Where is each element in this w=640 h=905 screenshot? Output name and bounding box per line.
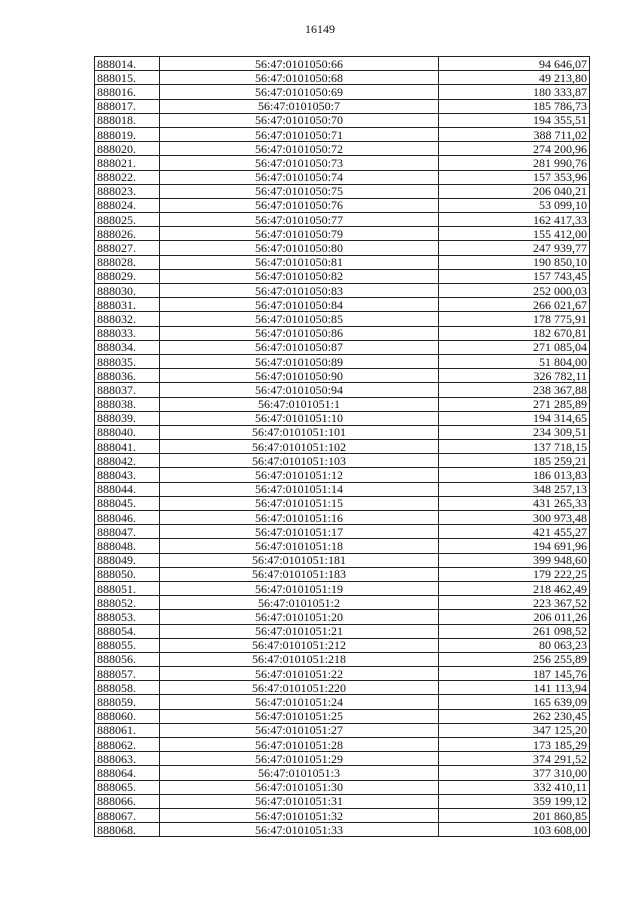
cadastral-number-cell: 56:47:0101051:17 [160, 525, 439, 539]
row-number-cell: 888017. [95, 99, 160, 113]
table-row [95, 610, 590, 624]
table-body [95, 57, 590, 837]
cadastral-number-cell: 56:47:0101050:75 [160, 184, 439, 198]
table-row [95, 738, 590, 752]
cadastral-number-cell: 56:47:0101050:94 [160, 383, 439, 397]
table-row [95, 525, 590, 539]
cadastral-number-cell: 56:47:0101050:83 [160, 284, 439, 298]
cadastral-number-cell: 56:47:0101051:27 [160, 723, 439, 737]
cadastral-number-cell: 56:47:0101051:3 [160, 766, 439, 780]
cadastral-value-cell: 399 948,60 [439, 553, 590, 567]
cadastral-number-cell: 56:47:0101051:102 [160, 440, 439, 454]
table-row [95, 723, 590, 737]
cadastral-value-table [94, 56, 590, 837]
row-number-cell: 888068. [95, 823, 160, 837]
cadastral-number-cell: 56:47:0101050:90 [160, 369, 439, 383]
row-number-cell: 888031. [95, 298, 160, 312]
cadastral-value-cell: 431 265,33 [439, 496, 590, 510]
cadastral-value-cell: 49 213,80 [439, 71, 590, 85]
cadastral-number-cell: 56:47:0101050:81 [160, 255, 439, 269]
row-number-cell: 888062. [95, 738, 160, 752]
cadastral-number-cell: 56:47:0101050:84 [160, 298, 439, 312]
cadastral-number-cell: 56:47:0101050:85 [160, 312, 439, 326]
table-row [95, 496, 590, 510]
table-row [95, 468, 590, 482]
table-row [95, 624, 590, 638]
row-number-cell: 888030. [95, 284, 160, 298]
cadastral-value-cell: 261 098,52 [439, 624, 590, 638]
cadastral-number-cell: 56:47:0101051:19 [160, 581, 439, 595]
cadastral-number-cell: 56:47:0101050:71 [160, 127, 439, 141]
row-number-cell: 888058. [95, 681, 160, 695]
cadastral-value-cell: 53 099,10 [439, 198, 590, 212]
table-row [95, 709, 590, 723]
cadastral-number-cell: 56:47:0101051:212 [160, 638, 439, 652]
cadastral-number-cell: 56:47:0101050:82 [160, 269, 439, 283]
cadastral-value-cell: 185 259,21 [439, 454, 590, 468]
table-row [95, 638, 590, 652]
row-number-cell: 888022. [95, 170, 160, 184]
cadastral-number-cell: 56:47:0101050:68 [160, 71, 439, 85]
cadastral-value-cell: 377 310,00 [439, 766, 590, 780]
cadastral-number-cell: 56:47:0101051:18 [160, 539, 439, 553]
row-number-cell: 888026. [95, 227, 160, 241]
cadastral-value-cell: 201 860,85 [439, 808, 590, 822]
table-row [95, 326, 590, 340]
cadastral-value-cell: 281 990,76 [439, 156, 590, 170]
row-number-cell: 888063. [95, 752, 160, 766]
row-number-cell: 888037. [95, 383, 160, 397]
cadastral-number-cell: 56:47:0101050:74 [160, 170, 439, 184]
cadastral-value-cell: 94 646,07 [439, 57, 590, 71]
table-row [95, 255, 590, 269]
cadastral-value-cell: 262 230,45 [439, 709, 590, 723]
cadastral-value-cell: 179 222,25 [439, 567, 590, 581]
row-number-cell: 888023. [95, 184, 160, 198]
table-row [95, 553, 590, 567]
cadastral-value-cell: 137 718,15 [439, 440, 590, 454]
cadastral-value-cell: 266 021,67 [439, 298, 590, 312]
cadastral-value-cell: 103 608,00 [439, 823, 590, 837]
row-number-cell: 888041. [95, 440, 160, 454]
cadastral-number-cell: 56:47:0101050:86 [160, 326, 439, 340]
row-number-cell: 888039. [95, 411, 160, 425]
cadastral-value-cell: 247 939,77 [439, 241, 590, 255]
row-number-cell: 888024. [95, 198, 160, 212]
cadastral-value-cell: 162 417,33 [439, 213, 590, 227]
cadastral-value-cell: 234 309,51 [439, 425, 590, 439]
cadastral-value-cell: 206 040,21 [439, 184, 590, 198]
row-number-cell: 888016. [95, 85, 160, 99]
row-number-cell: 888033. [95, 326, 160, 340]
cadastral-value-cell: 51 804,00 [439, 354, 590, 368]
table-row [95, 539, 590, 553]
cadastral-number-cell: 56:47:0101051:22 [160, 667, 439, 681]
cadastral-value-cell: 359 199,12 [439, 794, 590, 808]
row-number-cell: 888042. [95, 454, 160, 468]
row-number-cell: 888032. [95, 312, 160, 326]
table-row [95, 397, 590, 411]
cadastral-number-cell: 56:47:0101051:30 [160, 780, 439, 794]
cadastral-value-cell: 194 691,96 [439, 539, 590, 553]
table-row [95, 227, 590, 241]
table-row [95, 57, 590, 71]
cadastral-value-cell: 186 013,83 [439, 468, 590, 482]
row-number-cell: 888035. [95, 354, 160, 368]
cadastral-value-cell: 274 200,96 [439, 142, 590, 156]
cadastral-number-cell: 56:47:0101051:12 [160, 468, 439, 482]
cadastral-value-cell: 348 257,13 [439, 482, 590, 496]
cadastral-value-cell: 178 775,91 [439, 312, 590, 326]
row-number-cell: 888050. [95, 567, 160, 581]
table-row [95, 383, 590, 397]
table-row [95, 667, 590, 681]
row-number-cell: 888040. [95, 425, 160, 439]
table-row [95, 198, 590, 212]
cadastral-number-cell: 56:47:0101051:181 [160, 553, 439, 567]
table-row [95, 511, 590, 525]
row-number-cell: 888029. [95, 269, 160, 283]
table-row [95, 581, 590, 595]
cadastral-value-cell: 180 333,87 [439, 85, 590, 99]
cadastral-value-cell: 194 314,65 [439, 411, 590, 425]
row-number-cell: 888020. [95, 142, 160, 156]
row-number-cell: 888014. [95, 57, 160, 71]
row-number-cell: 888059. [95, 695, 160, 709]
row-number-cell: 888045. [95, 496, 160, 510]
table-row [95, 284, 590, 298]
table-row [95, 241, 590, 255]
cadastral-value-cell: 421 455,27 [439, 525, 590, 539]
table-row [95, 269, 590, 283]
cadastral-value-cell: 374 291,52 [439, 752, 590, 766]
cadastral-value-cell: 187 145,76 [439, 667, 590, 681]
cadastral-number-cell: 56:47:0101050:79 [160, 227, 439, 241]
cadastral-number-cell: 56:47:0101051:21 [160, 624, 439, 638]
row-number-cell: 888054. [95, 624, 160, 638]
cadastral-number-cell: 56:47:0101051:15 [160, 496, 439, 510]
table-row [95, 170, 590, 184]
cadastral-value-cell: 252 000,03 [439, 284, 590, 298]
row-number-cell: 888047. [95, 525, 160, 539]
row-number-cell: 888067. [95, 808, 160, 822]
table-row [95, 752, 590, 766]
row-number-cell: 888061. [95, 723, 160, 737]
cadastral-number-cell: 56:47:0101050:69 [160, 85, 439, 99]
row-number-cell: 888060. [95, 709, 160, 723]
cadastral-number-cell: 56:47:0101050:76 [160, 198, 439, 212]
cadastral-value-cell: 194 355,51 [439, 113, 590, 127]
cadastral-value-cell: 326 782,11 [439, 369, 590, 383]
row-number-cell: 888015. [95, 71, 160, 85]
cadastral-number-cell: 56:47:0101051:183 [160, 567, 439, 581]
table-row [95, 823, 590, 837]
row-number-cell: 888051. [95, 581, 160, 595]
table-row [95, 354, 590, 368]
row-number-cell: 888025. [95, 213, 160, 227]
table-row [95, 85, 590, 99]
cadastral-value-cell: 155 412,00 [439, 227, 590, 241]
table-row [95, 312, 590, 326]
row-number-cell: 888028. [95, 255, 160, 269]
cadastral-number-cell: 56:47:0101051:10 [160, 411, 439, 425]
row-number-cell: 888038. [95, 397, 160, 411]
table-row [95, 695, 590, 709]
cadastral-number-cell: 56:47:0101051:28 [160, 738, 439, 752]
table-row [95, 596, 590, 610]
cadastral-number-cell: 56:47:0101051:25 [160, 709, 439, 723]
cadastral-value-cell: 141 113,94 [439, 681, 590, 695]
cadastral-value-cell: 271 285,89 [439, 397, 590, 411]
table-row [95, 298, 590, 312]
cadastral-number-cell: 56:47:0101051:1 [160, 397, 439, 411]
row-number-cell: 888044. [95, 482, 160, 496]
cadastral-value-cell: 223 367,52 [439, 596, 590, 610]
cadastral-number-cell: 56:47:0101050:87 [160, 340, 439, 354]
cadastral-value-cell: 173 185,29 [439, 738, 590, 752]
row-number-cell: 888021. [95, 156, 160, 170]
table-row [95, 113, 590, 127]
cadastral-value-cell: 157 353,96 [439, 170, 590, 184]
cadastral-number-cell: 56:47:0101051:103 [160, 454, 439, 468]
cadastral-value-cell: 182 670,81 [439, 326, 590, 340]
cadastral-number-cell: 56:47:0101050:77 [160, 213, 439, 227]
table-row [95, 454, 590, 468]
table-row [95, 808, 590, 822]
row-number-cell: 888048. [95, 539, 160, 553]
cadastral-value-cell: 238 367,88 [439, 383, 590, 397]
row-number-cell: 888053. [95, 610, 160, 624]
table-row [95, 425, 590, 439]
row-number-cell: 888052. [95, 596, 160, 610]
table-row [95, 156, 590, 170]
table-row [95, 411, 590, 425]
row-number-cell: 888049. [95, 553, 160, 567]
table-row [95, 794, 590, 808]
cadastral-value-cell: 300 973,48 [439, 511, 590, 525]
cadastral-number-cell: 56:47:0101050:80 [160, 241, 439, 255]
cadastral-value-cell: 190 850,10 [439, 255, 590, 269]
cadastral-number-cell: 56:47:0101051:31 [160, 794, 439, 808]
table-row [95, 71, 590, 85]
cadastral-number-cell: 56:47:0101051:220 [160, 681, 439, 695]
table-row [95, 369, 590, 383]
row-number-cell: 888034. [95, 340, 160, 354]
row-number-cell: 888065. [95, 780, 160, 794]
cadastral-value-cell: 206 011,26 [439, 610, 590, 624]
table-row [95, 440, 590, 454]
cadastral-value-cell: 165 639,09 [439, 695, 590, 709]
cadastral-value-cell: 347 125,20 [439, 723, 590, 737]
table-row [95, 780, 590, 794]
cadastral-value-cell: 185 786,73 [439, 99, 590, 113]
table-row [95, 127, 590, 141]
table-row [95, 184, 590, 198]
cadastral-value-cell: 218 462,49 [439, 581, 590, 595]
cadastral-number-cell: 56:47:0101051:2 [160, 596, 439, 610]
table-row [95, 142, 590, 156]
cadastral-number-cell: 56:47:0101051:14 [160, 482, 439, 496]
row-number-cell: 888055. [95, 638, 160, 652]
cadastral-number-cell: 56:47:0101051:24 [160, 695, 439, 709]
table-row [95, 213, 590, 227]
row-number-cell: 888027. [95, 241, 160, 255]
table-row [95, 681, 590, 695]
cadastral-number-cell: 56:47:0101051:32 [160, 808, 439, 822]
cadastral-number-cell: 56:47:0101050:7 [160, 99, 439, 113]
cadastral-number-cell: 56:47:0101051:218 [160, 652, 439, 666]
row-number-cell: 888064. [95, 766, 160, 780]
page-number: 16149 [305, 22, 335, 36]
table-row [95, 567, 590, 581]
cadastral-number-cell: 56:47:0101051:16 [160, 511, 439, 525]
cadastral-number-cell: 56:47:0101051:20 [160, 610, 439, 624]
cadastral-number-cell: 56:47:0101050:72 [160, 142, 439, 156]
table-row [95, 652, 590, 666]
row-number-cell: 888066. [95, 794, 160, 808]
cadastral-value-cell: 388 711,02 [439, 127, 590, 141]
cadastral-value-cell: 332 410,11 [439, 780, 590, 794]
row-number-cell: 888056. [95, 652, 160, 666]
cadastral-value-cell: 271 085,04 [439, 340, 590, 354]
cadastral-value-cell: 80 063,23 [439, 638, 590, 652]
row-number-cell: 888019. [95, 127, 160, 141]
cadastral-number-cell: 56:47:0101050:73 [160, 156, 439, 170]
row-number-cell: 888036. [95, 369, 160, 383]
cadastral-value-cell: 256 255,89 [439, 652, 590, 666]
cadastral-value-cell: 157 743,45 [439, 269, 590, 283]
cadastral-number-cell: 56:47:0101050:70 [160, 113, 439, 127]
table-row [95, 340, 590, 354]
cadastral-number-cell: 56:47:0101051:101 [160, 425, 439, 439]
table-row [95, 99, 590, 113]
row-number-cell: 888043. [95, 468, 160, 482]
row-number-cell: 888018. [95, 113, 160, 127]
cadastral-number-cell: 56:47:0101051:29 [160, 752, 439, 766]
table-row [95, 766, 590, 780]
cadastral-number-cell: 56:47:0101050:66 [160, 57, 439, 71]
table-row [95, 482, 590, 496]
cadastral-number-cell: 56:47:0101050:89 [160, 354, 439, 368]
row-number-cell: 888057. [95, 667, 160, 681]
row-number-cell: 888046. [95, 511, 160, 525]
cadastral-number-cell: 56:47:0101051:33 [160, 823, 439, 837]
